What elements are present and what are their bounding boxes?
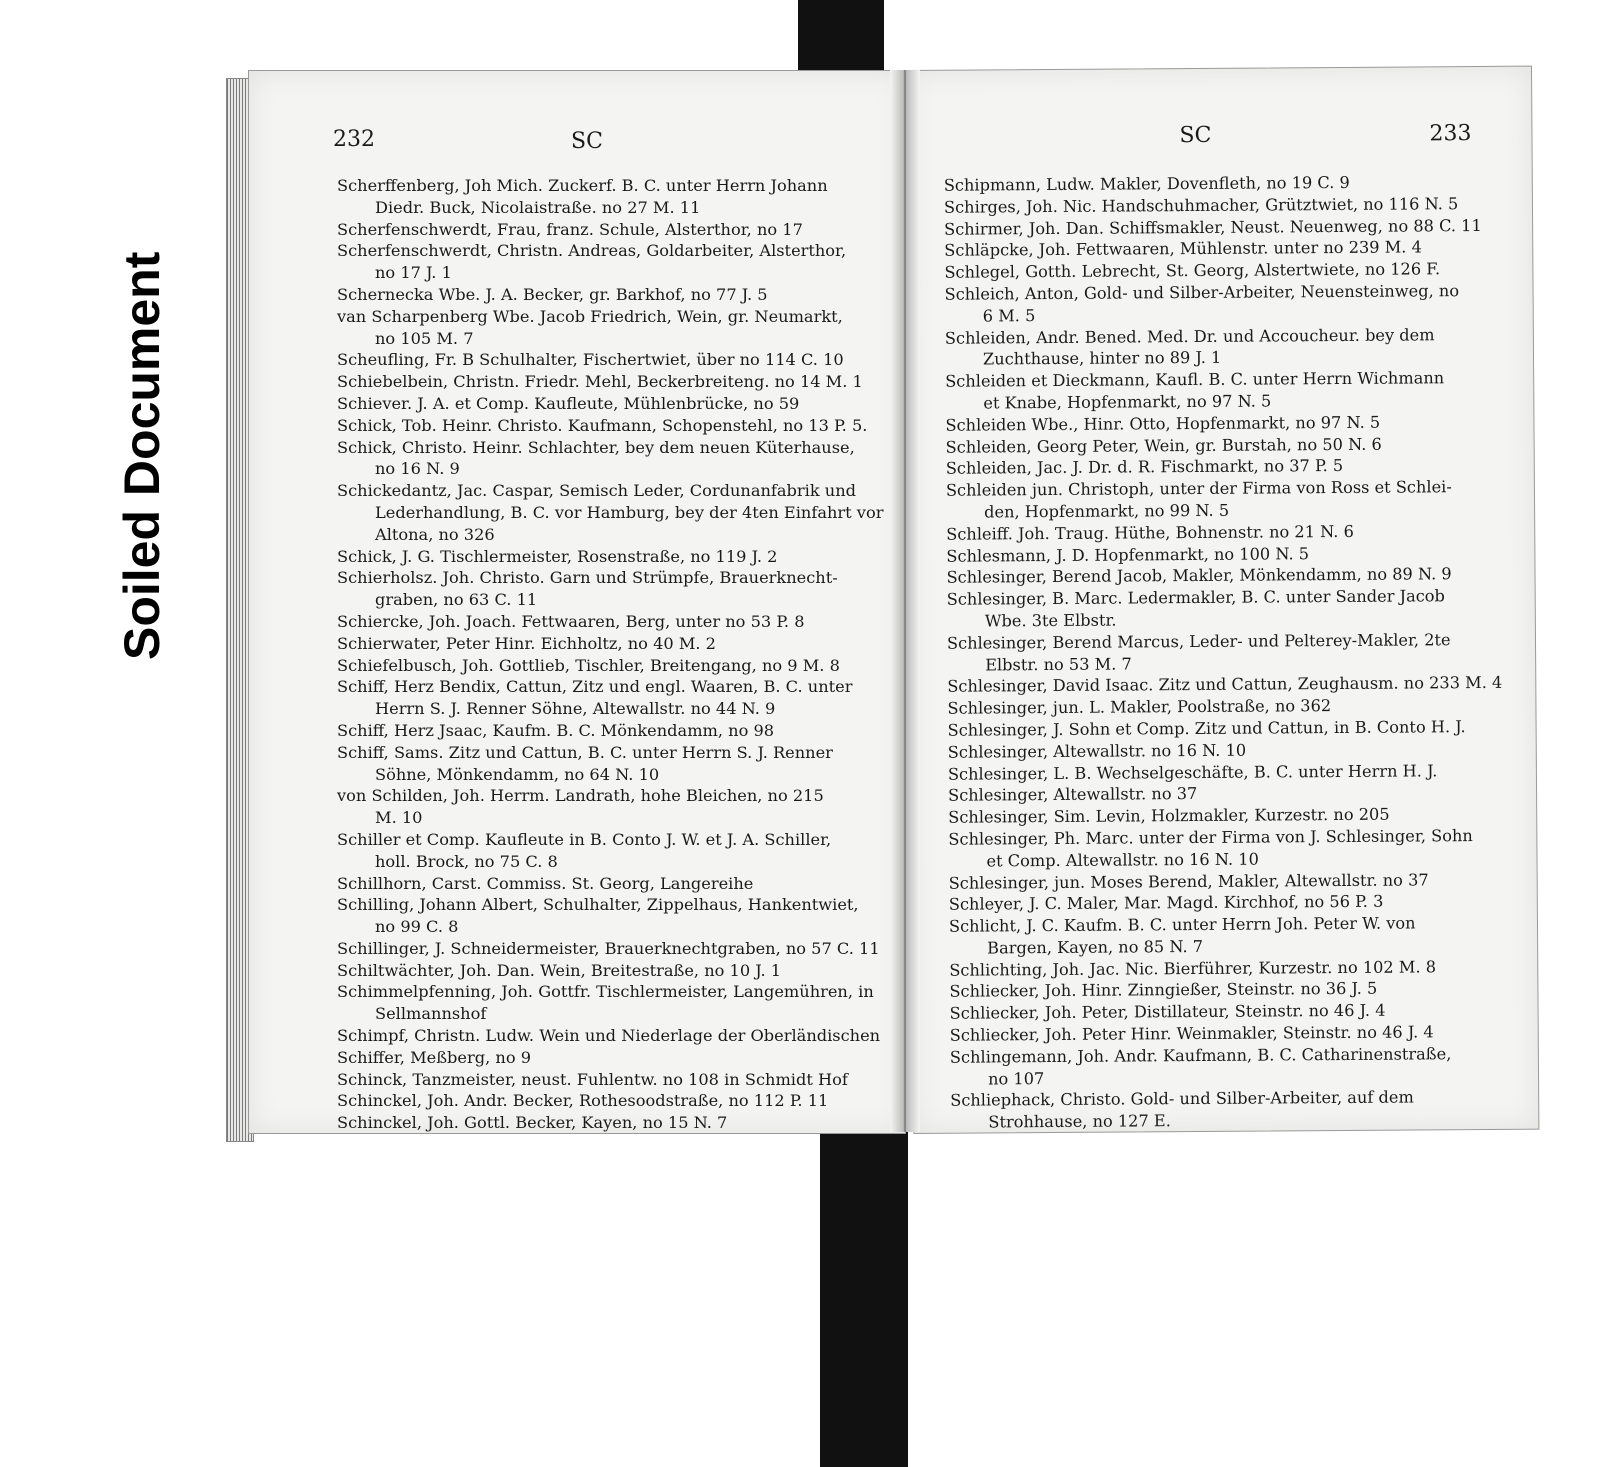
directory-line: Schiltwächter, Joh. Dan. Wein, Breitestraße, no 10 J. 1 — [337, 960, 782, 980]
page-header: SC — [571, 129, 603, 154]
directory-line: Schillinger, J. Schneidermeister, Brauerknechtgraben, no 57 C. 11 — [337, 938, 880, 958]
directory-line: Schick, Christo. Heinr. Schlachter, bey dem neuen Küterhause, — [337, 437, 855, 457]
directory-line: Schiercke, Joh. Joach. Fettwaaren, Berg, unter no 53 P. 8 — [337, 611, 805, 631]
directory-line: Schilling, Johann Albert, Schulhalter, Zippelhaus, Hankentwiet, — [337, 895, 859, 915]
directory-line: Schlesinger, Ph. Marc. unter der Firma von J. Schlesinger, Sohn — [948, 825, 1473, 849]
directory-line: Schinck, Tanzmeister, neust. Fuhlentw. no 108 in Schmidt Hof — [337, 1069, 848, 1089]
directory-line: Schleiff. Joh. Traug. Hüthe, Bohnenstr. no 21 N. 6 — [946, 521, 1354, 544]
directory-line: Scherfenschwerdt, Christn. Andreas, Goldarbeiter, Alsterthor, — [337, 241, 847, 261]
directory-line: Scherffenberg, Joh Mich. Zuckerf. B. C. unter Herrn Johann — [337, 176, 828, 195]
directory-line: no 16 N. 9 — [375, 459, 460, 479]
directory-line: Schleich, Anton, Gold- und Silber-Arbeiter, Neuensteinweg, no — [944, 281, 1460, 304]
directory-line: Schlesinger, David Isaac. Zitz und Cattun, Zeughausm. no 233 M. 4 — [947, 673, 1503, 697]
directory-line: no 99 C. 8 — [375, 917, 459, 937]
directory-line: Bargen, Kayen, no 85 N. 7 — [987, 936, 1204, 958]
directory-line: no 17 J. 1 — [375, 263, 452, 283]
directory-line: Elbstr. no 53 M. 7 — [985, 653, 1132, 674]
directory-line: Schleiden, Andr. Bened. Med. Dr. und Accoucheur. bey dem — [944, 324, 1435, 348]
directory-line: Schlesmann, J. D. Hopfenmarkt, no 100 N. 5 — [946, 543, 1310, 566]
directory-line: Schick, Tob. Heinr. Christo. Kaufmann, Schopenstehl, no 13 P. 5. — [337, 415, 868, 435]
directory-line: Schillhorn, Carst. Commiss. St. Georg, Langereihe — [337, 873, 754, 893]
directory-line: no 105 M. 7 — [375, 328, 474, 348]
directory-line: Schierholsz. Joh. Christo. Garn und Strümpfe, Brauerknecht- — [337, 568, 838, 588]
page-number: 232 — [333, 127, 375, 152]
directory-line: Lederhandlung, B. C. vor Hamburg, bey der 4ten Einfahrt vor — [375, 502, 884, 522]
directory-line: Schlesinger, jun. Moses Berend, Makler, Altewallstr. no 37 — [948, 869, 1429, 893]
directory-line: Schlicht, J. C. Kaufm. B. C. unter Herrn Joh. Peter W. von — [948, 913, 1416, 936]
directory-line: Schimmelpfenning, Joh. Gottfr. Tischlermeister, Langemühren, in — [337, 982, 874, 1002]
directory-line: Schierwater, Peter Hinr. Eichholtz, no 40 M. 2 — [337, 633, 716, 653]
directory-line: Altona, no 326 — [375, 524, 495, 544]
directory-line: Schleiden Wbe., Hinr. Otto, Hopfenmarkt, no 97 N. 5 — [945, 412, 1381, 435]
directory-line: Schinckel, Joh. Gottl. Becker, Kayen, no 15 N. 7 — [337, 1113, 728, 1133]
directory-line: Schlesinger, Altewallstr. no 16 N. 10 — [947, 740, 1247, 762]
directory-line: Schliecker, Joh. Peter Hinr. Weinmakler, Steinstr. no 46 J. 4 — [949, 1022, 1434, 1045]
right-page — [906, 66, 1539, 1134]
directory-line: Herrn S. J. Renner Söhne, Altewallstr. no 44 N. 9 — [375, 699, 776, 719]
directory-line: Schleiden et Dieckmann, Kaufl. B. C. unter Herrn Wichmann — [945, 368, 1445, 391]
left-page — [248, 70, 906, 1134]
directory-line: Sellmannshof — [375, 1004, 487, 1024]
directory-line: et Knabe, Hopfenmarkt, no 97 N. 5 — [983, 391, 1272, 413]
directory-line: Schiff, Herz Bendix, Cattun, Zitz und engl. Waaren, B. C. unter — [337, 677, 853, 697]
directory-line: Scheufling, Fr. B Schulhalter, Fischertwiet, über no 114 C. 10 — [337, 350, 844, 370]
directory-line: Schliephack, Christo. Gold- und Silber-Arbeiter, auf dem — [950, 1087, 1414, 1111]
directory-line: Schlegel, Gotth. Lebrecht, St. Georg, Alstertwiete, no 126 F. — [944, 259, 1441, 282]
directory-line: Schimpf, Christn. Ludw. Wein und Niederlage der Oberländischen — [337, 1026, 881, 1046]
directory-line: Schleiden, Jac. J. Dr. d. R. Fischmarkt, no 37 P. 5 — [945, 456, 1344, 479]
directory-line: graben, no 63 C. 11 — [375, 590, 538, 610]
directory-line: Zuchthause, hinter no 89 J. 1 — [982, 348, 1222, 369]
directory-line: Schirges, Joh. Nic. Handschuhmacher, Grütztwiet, no 116 N. 5 — [943, 193, 1459, 217]
directory-line: Schleiden jun. Christoph, unter der Firma von Ross et Schlei- — [945, 477, 1452, 500]
directory-line: Schiever. J. A. et Comp. Kaufleute, Mühlenbrücke, no 59 — [337, 393, 800, 413]
directory-line: Scherfenschwerdt, Frau, franz. Schule, Alsterthor, no 17 — [337, 219, 803, 239]
directory-line: Schinckel, Joh. Andr. Becker, Rothesoodstraße, no 112 P. 11 — [337, 1091, 829, 1111]
directory-entries — [337, 175, 884, 1134]
directory-entries — [944, 171, 1509, 1134]
directory-line: M. 10 — [375, 808, 423, 828]
background-strip-top — [798, 0, 884, 80]
directory-line: Schläpcke, Joh. Fettwaaren, Mühlenstr. unter no 239 M. 4 — [944, 237, 1422, 261]
directory-line: Schlesinger, Sim. Levin, Holzmakler, Kurzestr. no 205 — [948, 804, 1390, 827]
directory-line: Schiffer, Meßberg, no 9 — [337, 1047, 532, 1067]
directory-line: Schlesinger, Altewallstr. no 37 — [947, 784, 1198, 806]
directory-line: Schiebelbein, Christn. Friedr. Mehl, Beckerbreiteng. no 14 M. 1 — [337, 372, 863, 392]
directory-line: Schliecker, Joh. Hinr. Zinngießer, Steinstr. no 36 J. 5 — [949, 979, 1378, 1002]
page-number: 233 — [1429, 121, 1472, 147]
directory-line: Schlesinger, Berend Jacob, Makler, Mönkendamm, no 89 N. 9 — [946, 564, 1452, 588]
directory-line: Schiff, Sams. Zitz und Cattun, B. C. unter Herrn S. J. Renner — [337, 742, 833, 762]
directory-line: Schleiden, Georg Peter, Wein, gr. Burstah, no 50 N. 6 — [945, 434, 1382, 457]
directory-line: Schliecker, Joh. Peter, Distillateur, Steinstr. no 46 J. 4 — [949, 1000, 1386, 1023]
directory-line: holl. Brock, no 75 C. 8 — [375, 851, 558, 871]
directory-line: Schiller et Comp. Kaufleute in B. Conto J. W. et J. A. Schiller, — [337, 829, 832, 849]
directory-line: den, Hopfenmarkt, no 99 N. 5 — [984, 500, 1230, 522]
directory-line: no 107 — [987, 1068, 1045, 1089]
directory-line: von Schilden, Joh. Herrm. Landrath, hohe Bleichen, no 215 — [337, 786, 824, 806]
book-spread — [226, 70, 1530, 1142]
background-strip-bottom — [820, 1120, 908, 1467]
book-gutter — [890, 70, 920, 1132]
page-header: SC — [1179, 122, 1212, 149]
directory-line: Schlesinger, J. Sohn et Comp. Zitz und Cattun, in B. Conto H. J. — [947, 717, 1466, 740]
directory-line: et Comp. Altewallstr. no 16 N. 10 — [986, 849, 1259, 871]
directory-line: 6 M. 5 — [982, 305, 1036, 326]
directory-line: Schickedantz, Jac. Caspar, Semisch Leder, Cordunanfabrik und — [337, 481, 856, 501]
directory-line: Strohhause, no 127 E. — [988, 1111, 1171, 1132]
directory-line: van Scharpenberg Wbe. Jacob Friedrich, Wein, gr. Neumarkt, — [337, 306, 843, 326]
directory-line: Söhne, Mönkendamm, no 64 N. 10 — [375, 764, 660, 784]
directory-line: Schick, J. G. Tischlermeister, Rosenstraße, no 119 J. 2 — [337, 546, 778, 566]
directory-line: Diedr. Buck, Nicolaistraße. no 27 M. 11 — [375, 197, 701, 217]
directory-line: Schernecka Wbe. J. A. Becker, gr. Barkhof, no 77 J. 5 — [337, 284, 768, 304]
directory-line: Schlingemann, Joh. Andr. Kaufmann, B. C. Catharinenstraße, — [949, 1044, 1452, 1067]
directory-line: Schlesinger, Berend Marcus, Leder- und Pelterey-Makler, 2te — [946, 629, 1451, 653]
directory-line: Schipmann, Ludw. Makler, Dovenfleth, no 19 C. 9 — [943, 172, 1350, 195]
directory-line: Schiff, Herz Jsaac, Kaufm. B. C. Mönkendamm, no 98 — [337, 720, 775, 740]
directory-line: Schleyer, J. C. Maler, Mar. Magd. Kirchhof, no 56 P. 3 — [948, 891, 1384, 915]
directory-line: Schirmer, Joh. Dan. Schiffsmakler, Neust. Neuenweg, no 88 C. 11 — [944, 215, 1482, 239]
directory-line: Schlesinger, jun. L. Makler, Poolstraße, no 362 — [947, 696, 1332, 718]
soiled-document-label: Soiled Document — [114, 251, 170, 660]
directory-line: Wbe. 3te Elbstr. — [984, 610, 1117, 631]
directory-line: Schlichting, Joh. Jac. Nic. Bierführer, Kurzestr. no 102 M. 8 — [949, 957, 1437, 980]
directory-line: Schlesinger, B. Marc. Ledermakler, B. C. unter Sander Jacob — [946, 586, 1445, 609]
directory-line: Schiefelbusch, Joh. Gottlieb, Tischler, Breitengang, no 9 M. 8 — [337, 655, 840, 675]
directory-line: Schlesinger, L. B. Wechselgeschäfte, B. C. unter Herrn H. J. — [947, 760, 1438, 784]
